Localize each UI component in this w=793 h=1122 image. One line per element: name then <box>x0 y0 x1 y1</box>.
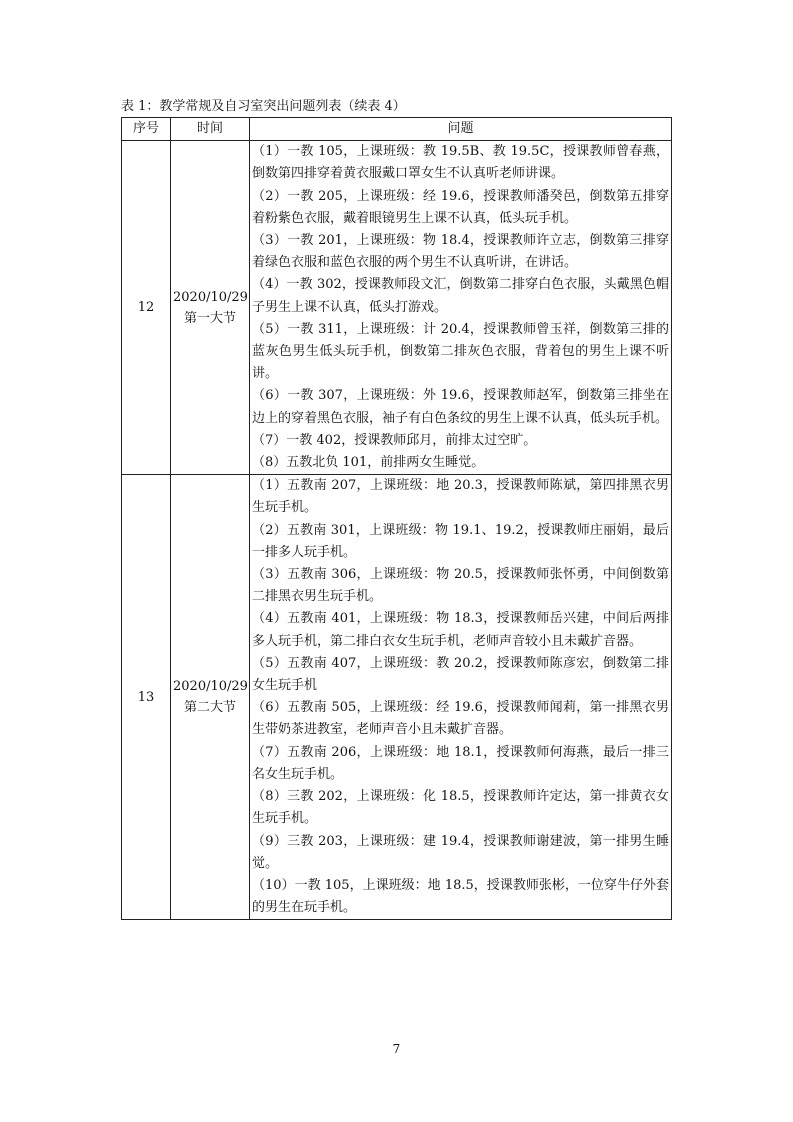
page-number: 7 <box>392 1042 401 1056</box>
issue-item: （4）五教南 401，上课班级：物 18.3，授课教师岳兴建，中间后两排多人玩手机，第二排白衣女生玩手机，老师声音较小且未戴扩音器。 <box>252 611 669 649</box>
row-issues <box>250 475 672 920</box>
issue-item: （8）三教 202，上课班级：化 18.5，授课教师许定达，第一排黄衣女生玩手机。 <box>252 789 669 827</box>
issue-item: （2）五教南 301，上课班级：物 19.1、19.2，授课教师庄丽娟，最后一排多人玩手机。 <box>252 522 669 560</box>
issue-item: （2）一教 205，上课班级：经 19.6，授课教师潘癸邑，倒数第五排穿着粉紫色衣服，戴着眼镜男生上课不认真，低头玩手机。 <box>252 188 669 226</box>
table-row <box>122 141 672 475</box>
table-caption: 表 1：教学常规及自习室突出问题列表（续表 4） <box>121 99 406 114</box>
issue-item: （7）五教南 206，上课班级：地 18.1，授课教师何海燕，最后一排三名女生玩手机。 <box>252 744 669 782</box>
issue-item: （10）一教 105，上课班级：地 18.5，授课教师张彬，一位穿牛仔外套的男生在玩手机。 <box>252 877 669 916</box>
row-number: 13 <box>122 475 171 920</box>
row-session: 第二大节 <box>183 700 236 716</box>
row-date: 2020/10/29 <box>173 289 248 305</box>
row-date: 2020/10/29 <box>173 679 248 695</box>
row-number: 12 <box>122 141 171 475</box>
issue-item: （6）一教 307，上课班级：外 19.6，授课教师赵军，倒数第三排坐在边上的穿着黑色衣服，袖子有白色条纹的男生上课不认真，低头玩手机。 <box>252 388 669 426</box>
row-time <box>171 141 250 475</box>
row-session: 第一大节 <box>183 310 236 326</box>
issue-item: （3）五教南 306，上课班级：物 20.5，授课教师张怀勇，中间倒数第二排黑衣男生玩手机。 <box>252 567 669 605</box>
row-issues <box>250 141 672 475</box>
issue-item: （8）五教北负 101，前排两女生睡觉。 <box>252 455 485 471</box>
issue-item: （7）一教 402，授课教师邱月，前排太过空旷。 <box>252 432 537 448</box>
table-row <box>122 475 672 920</box>
issue-item: （5）一教 311，上课班级：计 20.4，授课教师曾玉祥，倒数第三排的蓝灰色男生低头玩手机，倒数第二排灰色衣服，背着包的男生上课不听讲。 <box>252 321 669 382</box>
issue-item: （6）五教南 505，上课班级：经 19.6，授课教师闻莉，第一排黑衣男生带奶茶进教室，老师声音小且未戴扩音器。 <box>252 700 669 738</box>
table-header-row <box>122 118 672 141</box>
issue-item: （5）五教南 407，上课班级：教 20.2，授课教师陈彦宏，倒数第二排女生玩手机 <box>252 655 669 694</box>
issue-item: （1）一教 105，上课班级：教 19.5B、教 19.5C，授课教师曾春燕，倒数第四排穿着黄衣服戴口罩女生不认真听老师讲课。 <box>252 144 669 182</box>
issue-item: （9）三教 203，上课班级：建 19.4，授课教师谢建波，第一排男生睡觉。 <box>252 833 669 871</box>
issue-item: （1）五教南 207，上课班级：地 20.3，授课教师陈斌，第四排黑衣男生玩手机。 <box>252 478 669 516</box>
issue-item: （4）一教 302，授课教师段文汇，倒数第二排穿白色衣服，头戴黑色帽子男生上课不认真，低头打游戏。 <box>252 277 669 315</box>
header-number: 序号 <box>122 118 171 141</box>
header-time: 时间 <box>171 118 250 141</box>
header-issues: 问题 <box>250 118 672 141</box>
problems-table <box>121 117 672 920</box>
row-time <box>171 475 250 920</box>
issue-item: （3）一教 201，上课班级：物 18.4，授课教师许立志，倒数第三排穿着绿色衣服和蓝色衣服的两个男生不认真听讲，在讲话。 <box>252 233 669 271</box>
